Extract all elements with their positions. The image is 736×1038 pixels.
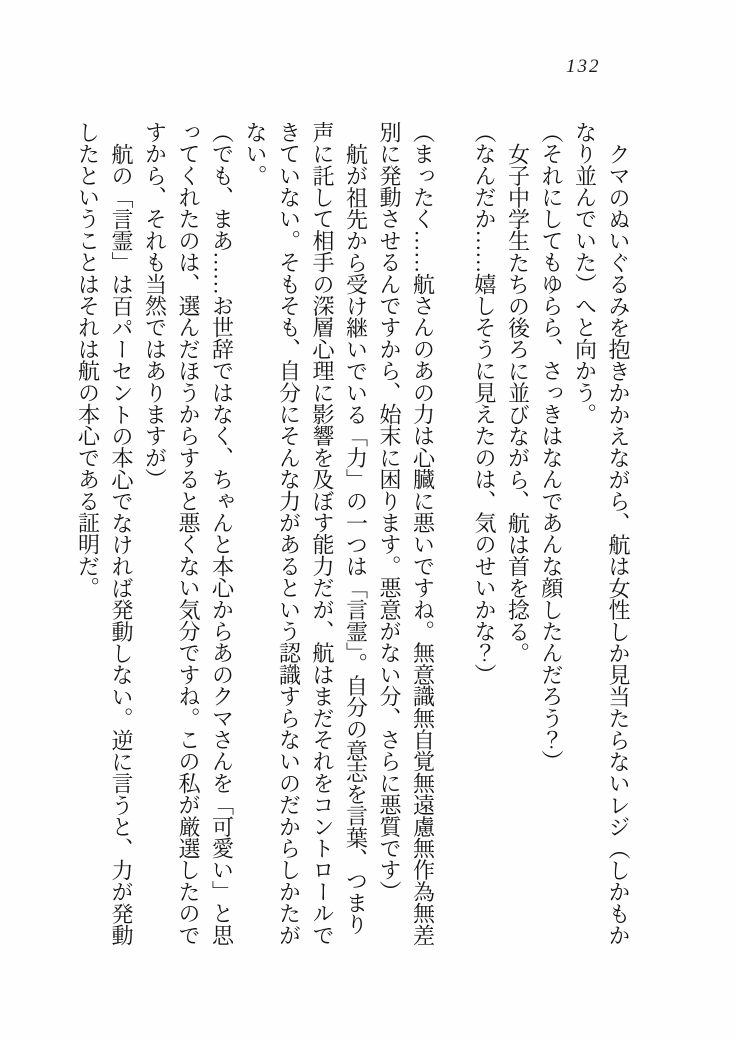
text-line: すから、それも当然ではありますが）	[142, 121, 168, 490]
text-line: 航の「言霊」は百パーセントの本心でなければ発動しない。逆に言うと、力が発動	[109, 143, 134, 946]
text-line: （まったく……航さんのあの力は心臓に悪いですね。無意識無自覚無遠慮無作為無差	[410, 121, 436, 946]
text-line: きていない。そもそも、自分にそんな力があるという認識すらないのだからしかたが	[276, 121, 302, 946]
text-line: 女子中学生たちの後ろに並びながら、航は首を捻る。	[505, 143, 531, 664]
page-number: 132	[566, 56, 601, 77]
text-line: したということはそれは航の本心である証明だ。	[75, 121, 101, 599]
text-line: 航が祖先から受け継いでいる「力」の一つは「言霊」。自分の意志を言葉、つまり	[343, 143, 369, 935]
text-line: （でも、まあ……お世辞ではなく、ちゃんと本心からあのクマさんを「可愛い」と思	[209, 121, 235, 946]
text-line: （それにしてもゆらら、さっきはなんであんな顔したんだろう？）	[539, 121, 564, 773]
text-line: ない。	[243, 121, 268, 187]
text-line: ってくれたのは、選んだほうからすると悪くない気分ですね。この私が厳選したので	[176, 121, 201, 946]
text-line: 別に発動させるんですから、始末に困ります。悪意がない分、さらに悪質です）	[377, 121, 402, 903]
text-line: （なんだか……嬉しそうに見えたのは、気のせいかな？）	[472, 121, 497, 686]
text-line: なり並んでいた）へと向かう。	[572, 121, 598, 425]
text-line: クマのぬいぐるみを抱きかかえながら、航は女性しか見当たらないレジ（しかもか	[606, 143, 631, 946]
text-area	[71, 121, 635, 959]
text-line: 声に託して相手の深層心理に影響を及ぼす能力だが、航はまだそれをコントロールで	[310, 121, 335, 946]
